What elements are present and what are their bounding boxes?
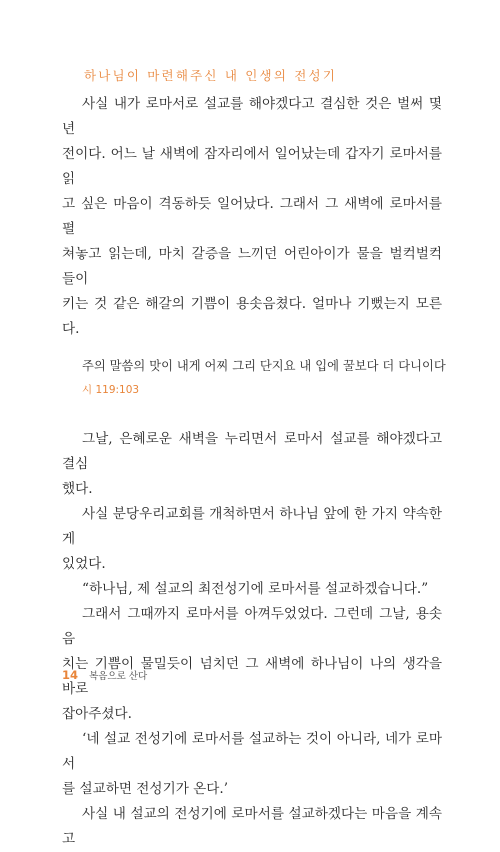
line: ‘네 설교 전성기에 로마서를 설교하는 것이 아니라, 네가 로마서 — [62, 731, 442, 772]
line: 쳐놓고 읽는데, 마치 갈증을 느끼던 어린아이가 물을 벌컥벌컥 들이 — [62, 246, 442, 287]
line: 사실 내가 로마서로 설교를 해야겠다고 결심한 것은 벌써 몇 년 — [62, 96, 442, 137]
paragraph-1 — [62, 92, 442, 342]
chapter-heading: 하나님이 마련해주신 내 인생의 전성기 — [84, 68, 338, 83]
line: 있었다. — [62, 556, 106, 572]
line: 전이다. 어느 날 새벽에 잠자리에서 일어났는데 갑자기 로마서를 읽 — [62, 146, 442, 187]
scripture-quote: 주의 말씀의 맛이 내게 어찌 그리 단지요 내 입에 꿀보다 더 다니이다 — [82, 359, 446, 373]
page-number: 14 — [62, 668, 79, 682]
line: 사실 내 설교의 전성기에 로마서를 설교하겠다는 마음을 계속 고 — [62, 806, 442, 847]
line: 를 설교하면 전성기가 온다.’ — [62, 781, 229, 797]
paragraph-3 — [62, 502, 442, 577]
line: 했다. — [62, 481, 93, 497]
paragraph-6 — [62, 727, 442, 802]
line: 잡아주셨다. — [62, 706, 132, 722]
paragraph-4 — [62, 577, 442, 602]
line: 고 싶은 마음이 격동하듯 일어났다. 그래서 그 새벽에 로마서를 펼 — [62, 196, 442, 237]
line: 그날, 은혜로운 새벽을 누리면서 로마서 설교를 해야겠다고 결심 — [62, 431, 442, 472]
line: 사실 분당우리교회를 개척하면서 하나님 앞에 한 가지 약속한 게 — [62, 506, 442, 547]
line: 그래서 그때까지 로마서를 아껴두었었다. 그런데 그날, 용솟음 — [62, 606, 442, 647]
line: “하나님, 제 설교의 최전성기에 로마서를 설교하겠습니다.” — [82, 581, 429, 597]
page-body — [62, 92, 446, 852]
scripture-reference: 시 119:103 — [82, 384, 140, 396]
line: 치는 기쁨이 물밀듯이 넘치던 그 새벽에 하나님이 나의 생각을 바로 — [62, 656, 442, 697]
page-footer — [62, 664, 147, 683]
paragraph-2 — [62, 427, 442, 502]
paragraph-7 — [62, 802, 442, 852]
line: 키는 것 같은 해갈의 기쁨이 용솟음쳤다. 얼마나 기뻤는지 모른다. — [62, 296, 442, 337]
book-title: 복음으로 산다 — [89, 671, 148, 682]
